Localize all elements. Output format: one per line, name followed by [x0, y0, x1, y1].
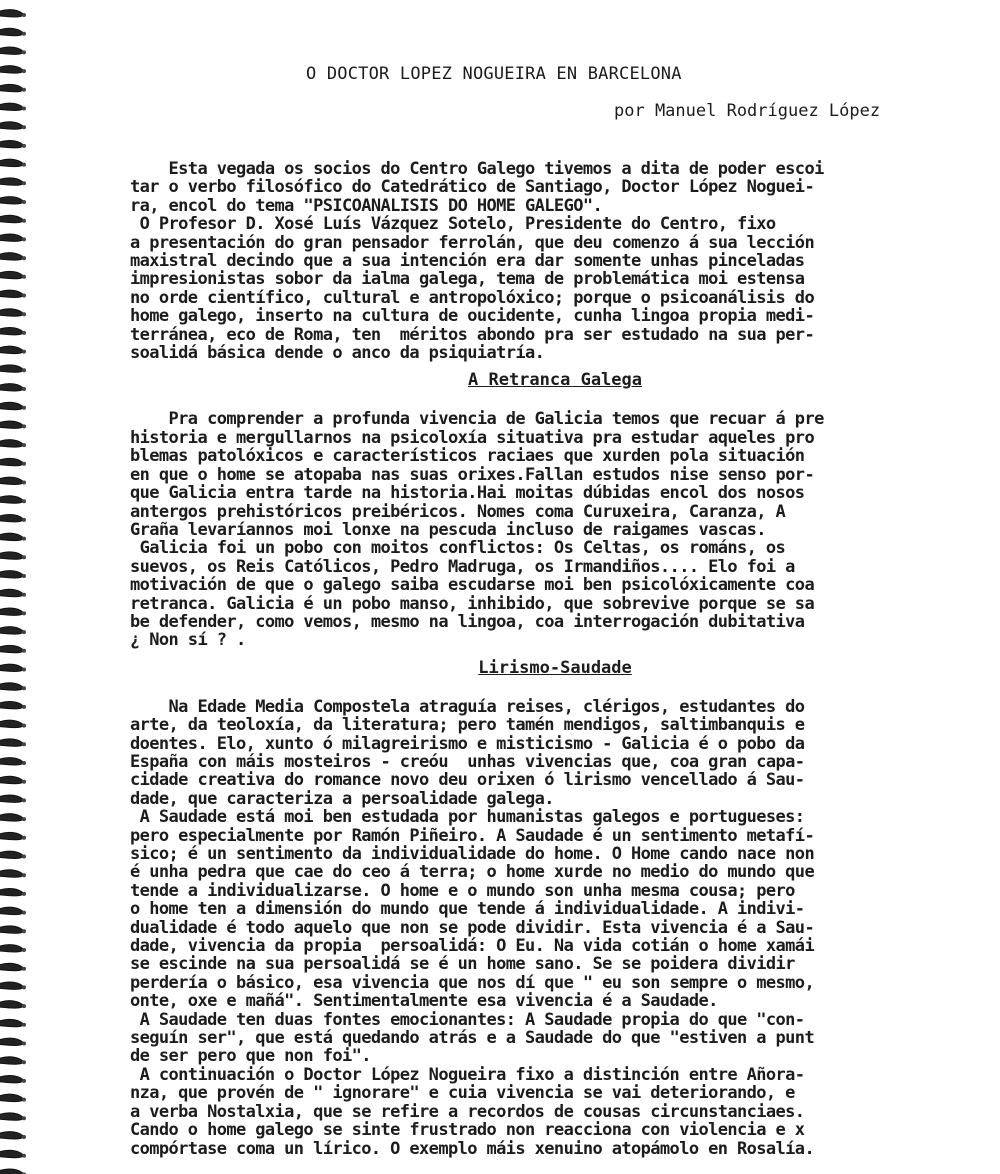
- binding-coil: [0, 1001, 26, 1008]
- text-line: España con máis mosteiros - creóu unhas vivencias que, coa gran capa-: [130, 751, 805, 772]
- text-line: Na Edade Media Compostela atraguía reises, clérigos, estudantes do: [130, 696, 805, 717]
- text-line: a presentación do gran pensador ferrolán, que deu comenzo á sua lección: [130, 232, 815, 253]
- text-line: suevos, os Reis Católicos, Pedro Madruga, os Irmandiños.... Elo foi a: [130, 556, 795, 577]
- text-line: home galego, inserto na cultura de oucidente, cunha lingoa propia medi-: [130, 306, 815, 327]
- binding-coil: [0, 571, 26, 578]
- text-line: en que o home se atopaba nas suas orixes.Fallan estudos nise senso por-: [130, 464, 815, 485]
- binding-coil: [0, 514, 26, 521]
- binding-coil: [0, 963, 26, 970]
- binding-coil: [0, 197, 26, 204]
- binding-coil: [0, 421, 26, 428]
- text-line: be defender, como vemos, mesmo na lingoa, coa interrogación dubitativa: [130, 611, 805, 632]
- binding-coil: [0, 701, 26, 708]
- text-line: compórtase coma un lírico. O exemplo máis xenuino atopámolo en Rosalía.: [130, 1138, 815, 1159]
- text-line: Cando o home galego se sinte frustrado non reacciona con violencia e x: [130, 1120, 805, 1141]
- text-line: Galicia foi un pobo con moitos conflictos: Os Celtas, os románs, os: [130, 538, 786, 559]
- binding-coil: [0, 720, 26, 727]
- text-line: no orde científico, cultural e antropolóxico; porque o psicoanálisis do: [130, 287, 815, 308]
- binding-coil: [0, 122, 26, 129]
- text-line: impresionistas sobor da ialma galega, tema de problemática moi estensa: [130, 269, 805, 290]
- text-line: perdería o básico, esa vivencia que nos dí que " eu son sempre o mesmo,: [130, 972, 815, 993]
- text-line: ra, encol do tema "PSICOANALISIS DO HOME GALEGO".: [130, 195, 603, 216]
- binding-coil: [0, 795, 26, 802]
- binding-coil: [0, 271, 26, 278]
- binding-coil: [0, 458, 26, 465]
- binding-coil: [0, 627, 26, 634]
- binding-coil: [0, 215, 26, 222]
- binding-coil: [0, 907, 26, 914]
- text-line: O Profesor D. Xosé Luís Vázquez Sotelo, Presidente do Centro, fixo: [130, 214, 776, 235]
- text-line: tende a individualizarse. O home e o mundo son unha mesma cousa; pero: [130, 880, 795, 901]
- binding-coil: [0, 309, 26, 316]
- binding-coil: [0, 496, 26, 503]
- binding-coil: [0, 140, 26, 147]
- text-line: dualidade é todo aquelo que non se pode dividir. Esta vivencia é a Sau-: [130, 917, 815, 938]
- text-line: onte, oxe e mañá". Sentimentalmente esa vivencia é a Saudade.: [130, 991, 718, 1012]
- text-line: A Saudade está moi ben estudada por humanistas galegos e portugueses:: [130, 807, 805, 828]
- text-line: cidade creativa do romance novo deu orixen ó lirismo vencellado á Sau-: [130, 770, 805, 791]
- text-line: maxistral decindo que a sua intención era dar somente unhas pinceladas: [130, 251, 805, 272]
- binding-coil: [0, 327, 26, 334]
- binding-coil: [0, 440, 26, 447]
- binding-coil: [0, 84, 26, 91]
- binding-coil: [0, 103, 26, 110]
- text-line: retranca. Galicia é un pobo manso, inhibido, que sobrevive porque se sa: [130, 593, 815, 614]
- text-line: historia e mergullarnos na psicoloxía situativa pra estudar aqueles pro: [130, 427, 815, 448]
- text-line: Graña levaríannos moi lonxe na pescuda incluso de raigames vascas.: [130, 519, 766, 540]
- binding-coil: [0, 945, 26, 952]
- text-line: dade, vivencia da propia persoalidá: O Eu. Na vida cotián o home xamái: [130, 936, 815, 957]
- text-line: sico; é un sentimento da individualidade do home. O Home cando nace non: [130, 844, 815, 864]
- binding-coil: [0, 28, 26, 35]
- text-line: dade, que caracteriza a persoalidade galega.: [130, 788, 554, 809]
- section-heading-lirismo: Lirismo-Saudade: [478, 657, 632, 678]
- binding-coil: [0, 664, 26, 671]
- binding-coil: [0, 178, 26, 185]
- text-line: blemas patolóxicos e característicos raciaes que xurden pola situación: [130, 446, 805, 467]
- binding-coil: [0, 159, 26, 166]
- binding-coil: [0, 533, 26, 540]
- section-retranca: [130, 410, 980, 649]
- text-line: arte, da teoloxía, da literatura; pero tamén mendigos, saltimbanquis e: [130, 715, 805, 736]
- spiral-binding: [0, 0, 28, 1174]
- binding-coil: [0, 832, 26, 839]
- binding-coil: [0, 1019, 26, 1026]
- binding-coil: [0, 1169, 26, 1174]
- binding-coil: [0, 870, 26, 877]
- binding-coil: [0, 982, 26, 989]
- text-line: antergos prehistóricos preibéricos. Nomes coma Curuxeira, Caranza, A: [130, 501, 786, 522]
- binding-coil: [0, 47, 26, 54]
- binding-coil: [0, 1113, 26, 1120]
- document-author: por Manuel Rodríguez López: [614, 101, 881, 121]
- binding-coil: [0, 10, 26, 17]
- text-line: de ser pero que non foi".: [130, 1046, 371, 1067]
- binding-coil: [0, 1150, 26, 1157]
- binding-coil: [0, 608, 26, 615]
- binding-coil: [0, 66, 26, 73]
- binding-coil: [0, 1038, 26, 1045]
- binding-coil: [0, 589, 26, 596]
- binding-coil: [0, 776, 26, 783]
- text-line: A Saudade ten duas fontes emocionantes: A Saudade propia do que "con-: [130, 1009, 805, 1030]
- binding-coil: [0, 1132, 26, 1139]
- text-line: Pra comprender a profunda vivencia de Galicia temos que recuar á pre: [130, 409, 824, 430]
- text-line: nza, que provén de " ignorare" e cuia vivencia se vai deteriorando, e: [130, 1083, 795, 1104]
- section-heading-retranca: A Retranca Galega: [468, 370, 642, 391]
- text-line: que Galicia entra tarde na historia.Hai moitas dúbidas encol dos nosos: [130, 483, 805, 504]
- text-line: tar o verbo filosófico do Catedrático de Santiago, Doctor López Noguei-: [130, 177, 815, 198]
- binding-coil: [0, 253, 26, 260]
- document-body: [130, 160, 980, 1158]
- text-line: A continuación o Doctor López Nogueira fixo a distinción entre Añora-: [130, 1064, 805, 1085]
- binding-coil: [0, 290, 26, 297]
- text-line: o home ten a dimensión do mundo que tende á individualidade. A indivi-: [130, 899, 805, 920]
- binding-coil: [0, 683, 26, 690]
- section-lirismo: [130, 698, 980, 1158]
- binding-coil: [0, 552, 26, 559]
- binding-coil: [0, 926, 26, 933]
- document-title: O DOCTOR LOPEZ NOGUEIRA EN BARCELONA: [306, 64, 682, 84]
- binding-coil: [0, 365, 26, 372]
- text-line: terránea, eco de Roma, ten méritos abondo pra ser estudado na sua per-: [130, 324, 815, 345]
- text-line: pero especialmente por Ramón Piñeiro. A Saudade é un sentimento metafí-: [130, 825, 815, 846]
- text-line: seguín ser", que está quedando atrás e a Saudade do que "estiven a punt: [130, 1028, 815, 1049]
- text-line: se escinde na sua persoalidá se é un home sano. Se se poidera dividir: [130, 954, 795, 975]
- binding-coil: [0, 758, 26, 765]
- text-line: doentes. Elo, xunto ó milagreirismo e misticismo - Galicia é o pobo da: [130, 733, 805, 754]
- text-line: é unha pedra que cae do ceo á terra; o home xurde no medio do mundo que: [130, 862, 815, 883]
- binding-coil: [0, 888, 26, 895]
- text-line: motivación de que o galego saiba escudarse moi ben psicolóxicamente coa: [130, 575, 815, 596]
- text-line: a verba Nostalxia, que se refire a recordos de cousas circunstanciaes.: [130, 1101, 805, 1122]
- binding-coil: [0, 1057, 26, 1064]
- binding-coil: [0, 234, 26, 241]
- text-line: soalidá básica dende o anco da psiquiatría.: [130, 343, 545, 364]
- binding-coil: [0, 1094, 26, 1101]
- binding-coil: [0, 402, 26, 409]
- binding-coil: [0, 346, 26, 353]
- section-intro: [130, 160, 980, 362]
- text-line: Esta vegada os socios do Centro Galego tivemos a dita de poder escoi: [130, 159, 824, 179]
- binding-coil: [0, 814, 26, 821]
- text-line: ¿ Non sí ? .: [130, 630, 246, 651]
- binding-coil: [0, 851, 26, 858]
- binding-coil: [0, 384, 26, 391]
- binding-coil: [0, 1075, 26, 1082]
- binding-coil: [0, 645, 26, 652]
- binding-coil: [0, 739, 26, 746]
- binding-coil: [0, 477, 26, 484]
